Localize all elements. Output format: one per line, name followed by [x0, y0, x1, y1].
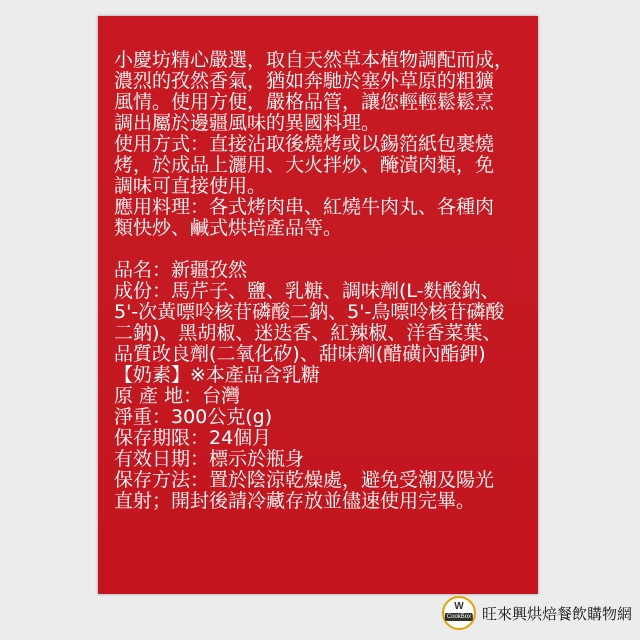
logo-wordmark: CookBox	[446, 614, 472, 620]
label-line: 有效日期：標示於瓶身	[114, 448, 305, 470]
label-line: 成份：馬芹子、鹽、乳糖、調味劑(L-麩酸鈉、	[114, 280, 500, 302]
label-line: 淨重：300公克(g)	[114, 406, 273, 428]
shop-name: 旺來興烘焙餐飲購物網	[481, 604, 632, 623]
product-label-card	[98, 16, 538, 594]
label-line: 5'-次黃嘌呤核苷磷酸二鈉、5'-鳥嘌呤核苷磷酸	[114, 301, 505, 323]
label-line: 二鈉)、黑胡椒、迷迭香、紅辣椒、洋香菜葉、	[114, 322, 502, 344]
label-line: 風情。使用方便，嚴格品管，讓您輕輕鬆鬆烹	[114, 91, 495, 113]
label-line: 應用料理：各式烤肉串、紅燒牛肉丸、各種肉	[114, 196, 495, 218]
label-line: 類快炒、鹹式烘培產品等。	[114, 217, 343, 239]
label-line: 【奶素】※本產品含乳糖	[114, 364, 320, 386]
label-line: 烤，於成品上灑用、大火拌炒、醃漬肉類，免	[114, 154, 495, 176]
label-line: 品質改良劑(二氧化矽)、甜味劑(醋磺內酯鉀)	[114, 343, 486, 365]
label-line: 直射；開封後請冷藏存放並儘速使用完畢。	[114, 490, 476, 512]
shop-branding	[442, 596, 632, 630]
label-line: 保存期限：24個月	[114, 427, 272, 449]
label-line: 使用方式：直接沾取後燒烤或以錫箔紙包裹燒	[114, 133, 495, 155]
label-line: 調出屬於邊疆風味的異國料理。	[114, 112, 381, 134]
label-line: 品名：新疆孜然	[114, 259, 248, 281]
label-line: 濃烈的孜然香氣，猶如奔馳於塞外草原的粗獷	[114, 70, 495, 92]
logo-letter: W	[454, 601, 464, 612]
label-text-block	[114, 50, 534, 512]
label-line-blank	[114, 239, 534, 260]
cookbox-logo	[442, 596, 476, 630]
label-line: 原 產 地：台灣	[114, 385, 241, 407]
label-line: 小慶坊精心嚴選，取自天然草本植物調配而成，	[114, 49, 514, 71]
label-line: 調味可直接使用。	[114, 175, 267, 197]
label-line: 保存方法：置於陰涼乾燥處，避免受潮及陽光	[114, 469, 495, 491]
